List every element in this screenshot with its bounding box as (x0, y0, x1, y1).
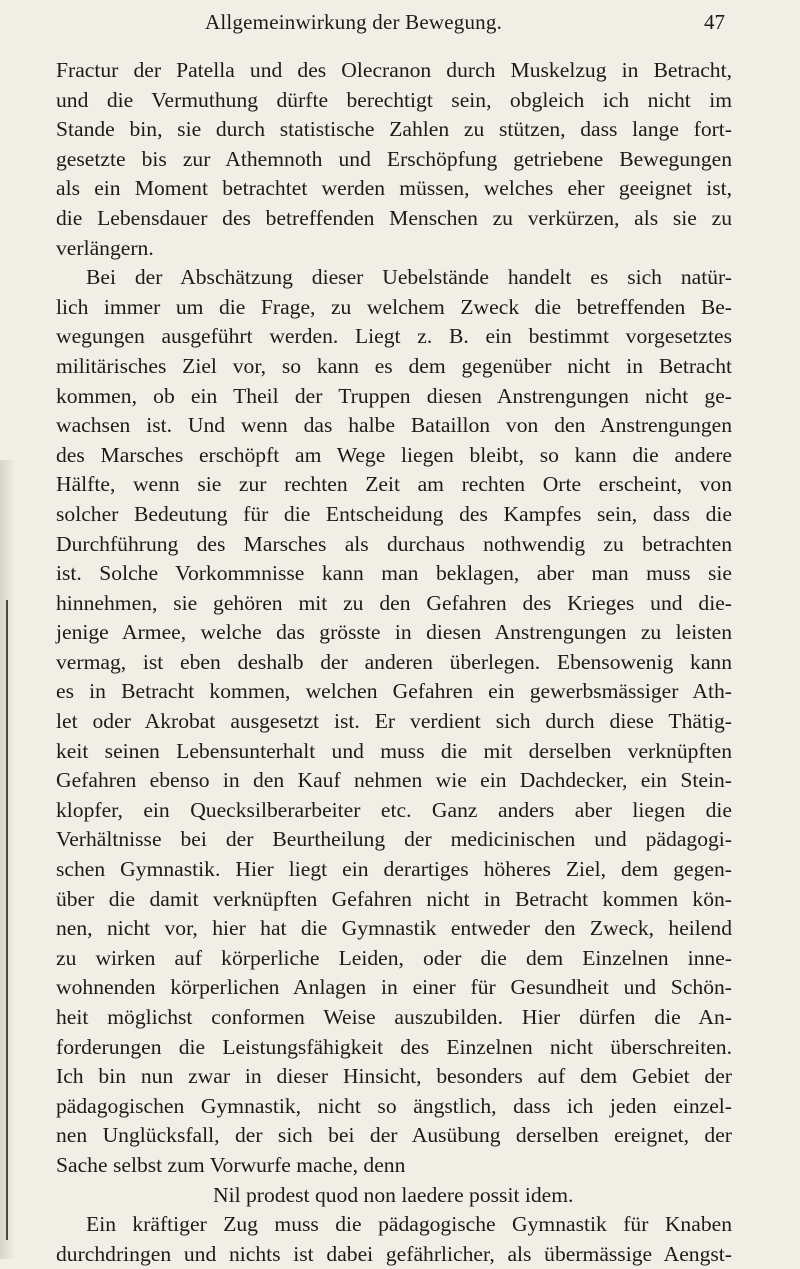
running-title: Allgemeinwirkung der Bewegung. (205, 10, 503, 34)
text-line: Ich bin nun zwar in dieser Hinsicht, besonders auf dem Gebiet der (56, 1064, 732, 1089)
text-line: let oder Akrobat ausgesetzt ist. Er verdient sich durch diese Thätig- (56, 709, 732, 734)
text-line: zu wirken auf körperliche Leiden, oder die dem Einzelnen inne- (56, 945, 732, 970)
text-line: wachsen ist. Und wenn das halbe Bataillon von den Anstrengungen (56, 413, 732, 438)
page-number: 47 (704, 10, 725, 34)
text-line: hinnehmen, sie gehören mit zu den Gefahren des Krieges und die- (56, 590, 732, 615)
text-line: wohnenden körperlichen Anlagen in einer für Gesundheit und Schön- (56, 975, 732, 1000)
text-line: und die Vermuthung dürfte berechtigt sein, obgleich ich nicht im (56, 87, 732, 112)
text-line: solcher Bedeutung für die Entscheidung des Kampfes sein, dass die (56, 501, 732, 526)
text-line: Sache selbst zum Vorwurfe mache, denn (56, 1152, 406, 1177)
text-line: militärisches Ziel vor, so kann es dem gegenüber nicht in Betracht (56, 353, 732, 378)
text-line: jenige Armee, welche das grösste in diesen Anstrengungen zu leisten (56, 620, 732, 645)
text-line: wegungen ausgeführt werden. Liegt z. B. ein bestimmt vorgesetztes (56, 324, 732, 349)
text-line: Fractur der Patella und des Olecranon durch Muskelzug in Betracht, (56, 58, 732, 82)
text-line: heit möglichst conformen Weise auszubilden. Hier dürfen die An- (56, 1005, 732, 1029)
text-line: es in Betracht kommen, welchen Gefahren ein gewerbsmässiger Ath- (56, 679, 732, 704)
text-line: Bei der Abschätzung dieser Uebelstände handelt es sich natür- (86, 265, 732, 290)
text-line: klopfer, ein Quecksilberarbeiter etc. Ganz anders aber liegen die (56, 797, 732, 822)
text-line: lich immer um die Frage, zu welchem Zweck die betreffenden Be- (56, 294, 732, 319)
text-line: Ein kräftiger Zug muss die pädagogische Gymnastik für Knaben (86, 1212, 732, 1237)
text-line: die Lebensdauer des betreffenden Menschen zu verkürzen, als sie zu (56, 205, 732, 230)
text-line: kommen, ob ein Theil der Truppen diesen Anstrengungen nicht ge- (56, 383, 732, 408)
text-line: pädagogischen Gymnastik, nicht so ängstlich, dass ich jeden einzel- (56, 1093, 732, 1118)
body-text (56, 56, 732, 1269)
text-line: durchdringen und nichts ist dabei gefährlicher, als übermässige Aengst- (56, 1241, 732, 1266)
text-line: des Marsches erschöpft am Wege liegen bleibt, so kann die andere (56, 442, 732, 467)
text-line: nen Unglücksfall, der sich bei der Ausübung derselben ereignet, der (56, 1123, 732, 1148)
text-line: Verhältnisse bei der Beurtheilung der medicinischen und pädagogi- (56, 827, 732, 852)
text-line: Gefahren ebenso in den Kauf nehmen wie ein Dachdecker, ein Stein- (56, 768, 732, 793)
text-line: über die damit verknüpften Gefahren nicht in Betracht kommen kön- (56, 886, 732, 911)
binding-edge (6, 600, 8, 1240)
text-line: als ein Moment betrachtet werden müssen, welches eher geeignet ist, (56, 176, 732, 201)
text-line: Hälfte, wenn sie zur rechten Zeit am rechten Orte erscheint, von (56, 472, 732, 497)
text-line: Durchführung des Marsches als durchaus nothwendig zu betrachten (56, 531, 732, 556)
text-line: vermag, ist eben deshalb der anderen überlegen. Ebensowenig kann (56, 649, 732, 674)
text-line: ist. Solche Vorkommnisse kann man beklagen, aber man muss sie (56, 561, 732, 586)
text-line: schen Gymnastik. Hier liegt ein derartiges höheres Ziel, dem gegen- (56, 857, 732, 882)
latin-quote: Nil prodest quod non laedere possit idem. (213, 1182, 574, 1207)
text-line: keit seinen Lebensunterhalt und muss die mit derselben verknüpften (56, 738, 732, 763)
text-line: Stande bin, sie durch statistische Zahlen zu stützen, dass lange fort- (56, 117, 732, 142)
text-line: nen, nicht vor, hier hat die Gymnastik entweder den Zweck, heilend (56, 916, 732, 941)
text-line: verlängern. (56, 235, 154, 260)
text-line: gesetzte bis zur Athemnoth und Erschöpfung getriebene Bewegungen (56, 146, 732, 171)
text-line: forderungen die Leistungsfähigkeit des Einzelnen nicht überschreiten. (56, 1034, 732, 1059)
